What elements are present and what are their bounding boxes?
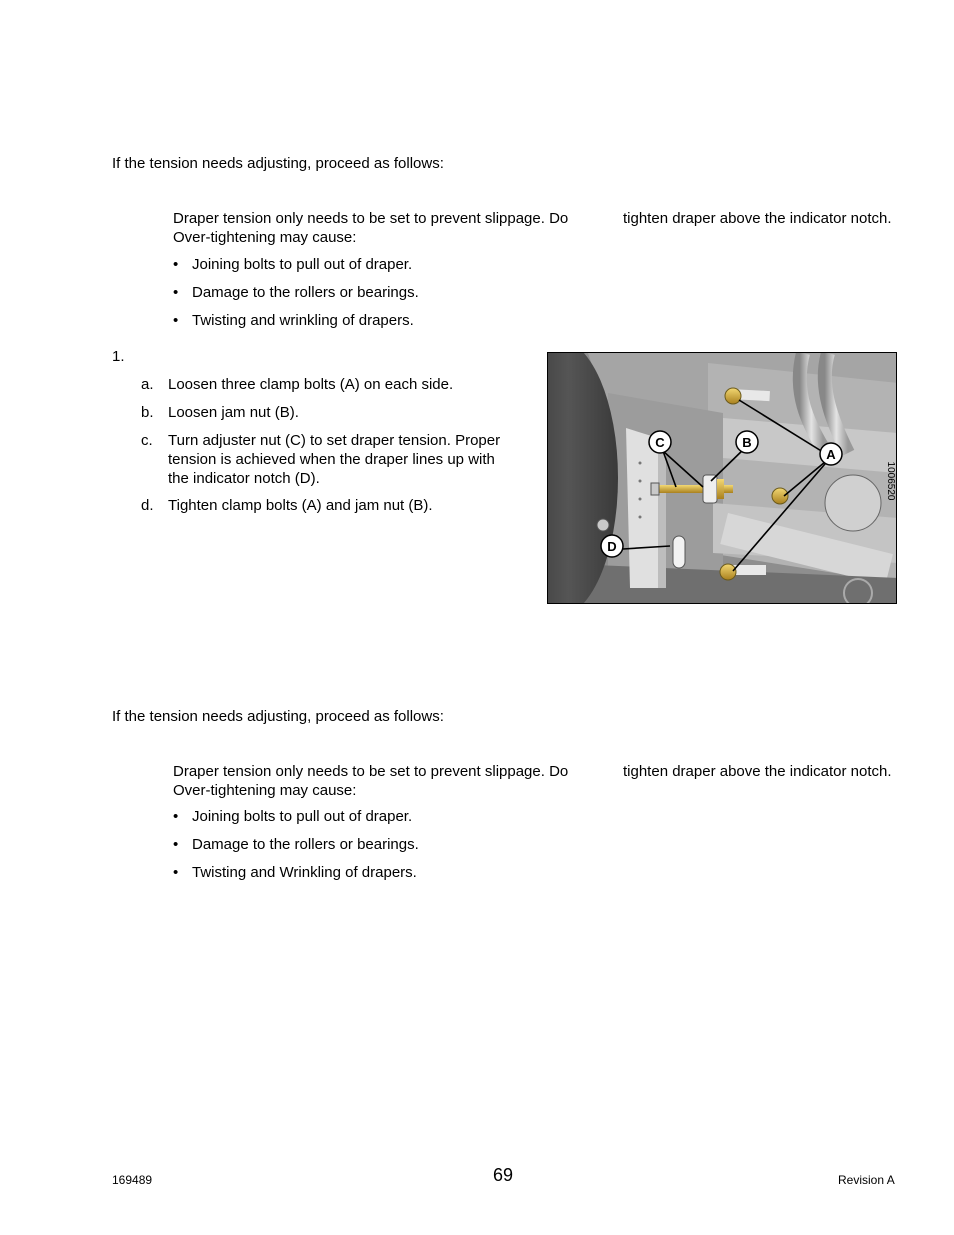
section1-intro: If the tension needs adjusting, proceed as follows: bbox=[112, 155, 444, 172]
step-number: 1. bbox=[112, 348, 125, 365]
bullet-dot: • bbox=[173, 864, 179, 881]
bullet-dot: • bbox=[173, 284, 179, 301]
callout-d-label: D bbox=[607, 539, 617, 554]
footer-revision: Revision A bbox=[838, 1173, 895, 1187]
footer-page-number: 69 bbox=[493, 1165, 514, 1185]
substep-label: b. bbox=[141, 404, 154, 421]
substep-label: a. bbox=[141, 376, 154, 393]
substep-text: Tighten clamp bolts (A) and jam nut (B). bbox=[168, 497, 433, 514]
bullet-text: Joining bolts to pull out of draper. bbox=[192, 808, 413, 825]
section2-intro: If the tension needs adjusting, proceed as follows: bbox=[112, 708, 444, 725]
substep-b bbox=[141, 403, 521, 422]
substep-text: Turn adjuster nut (C) to set draper tension. Proper tension is achieved when the draper lines up with the indicator notch (D). bbox=[168, 432, 501, 487]
section2-note-line1: Draper tension only needs to be set to prevent slippage. Do bbox=[173, 763, 569, 780]
substep-c bbox=[141, 431, 521, 488]
section2-note-right: tighten draper above the indicator notch. bbox=[623, 763, 892, 780]
bullet-dot: • bbox=[173, 256, 179, 273]
draper-tension-figure bbox=[547, 352, 897, 604]
section1-note-line1: Draper tension only needs to be set to prevent slippage. Do bbox=[173, 210, 569, 227]
section1-note-right: tighten draper above the indicator notch. bbox=[623, 210, 892, 227]
callout-b-label: B bbox=[742, 435, 752, 450]
bullet-text: Damage to the rollers or bearings. bbox=[192, 284, 419, 301]
bullet-text: Damage to the rollers or bearings. bbox=[192, 836, 419, 853]
figure-reference-number: 1006520 bbox=[885, 461, 896, 501]
section1-note-line2: Over-tightening may cause: bbox=[173, 229, 357, 246]
substep-d bbox=[141, 496, 521, 515]
substep-a bbox=[141, 375, 521, 394]
bullet-text: Twisting and Wrinkling of drapers. bbox=[192, 864, 417, 881]
callout-c-label: C bbox=[655, 435, 665, 450]
substep-label: c. bbox=[141, 432, 153, 449]
figure-illustration bbox=[548, 353, 897, 604]
section2-note-line2: Over-tightening may cause: bbox=[173, 782, 357, 799]
bullet-dot: • bbox=[173, 312, 179, 329]
callout-a-label: A bbox=[826, 447, 836, 462]
substep-text: Loosen three clamp bolts (A) on each side. bbox=[168, 376, 454, 393]
bullet-dot: • bbox=[173, 836, 179, 853]
substep-text: Loosen jam nut (B). bbox=[168, 404, 299, 421]
footer-doc-number: 169489 bbox=[112, 1173, 153, 1187]
bullet-text: Twisting and wrinkling of drapers. bbox=[192, 312, 414, 329]
bullet-text: Joining bolts to pull out of draper. bbox=[192, 256, 413, 273]
substep-label: d. bbox=[141, 497, 154, 514]
bullet-dot: • bbox=[173, 808, 179, 825]
